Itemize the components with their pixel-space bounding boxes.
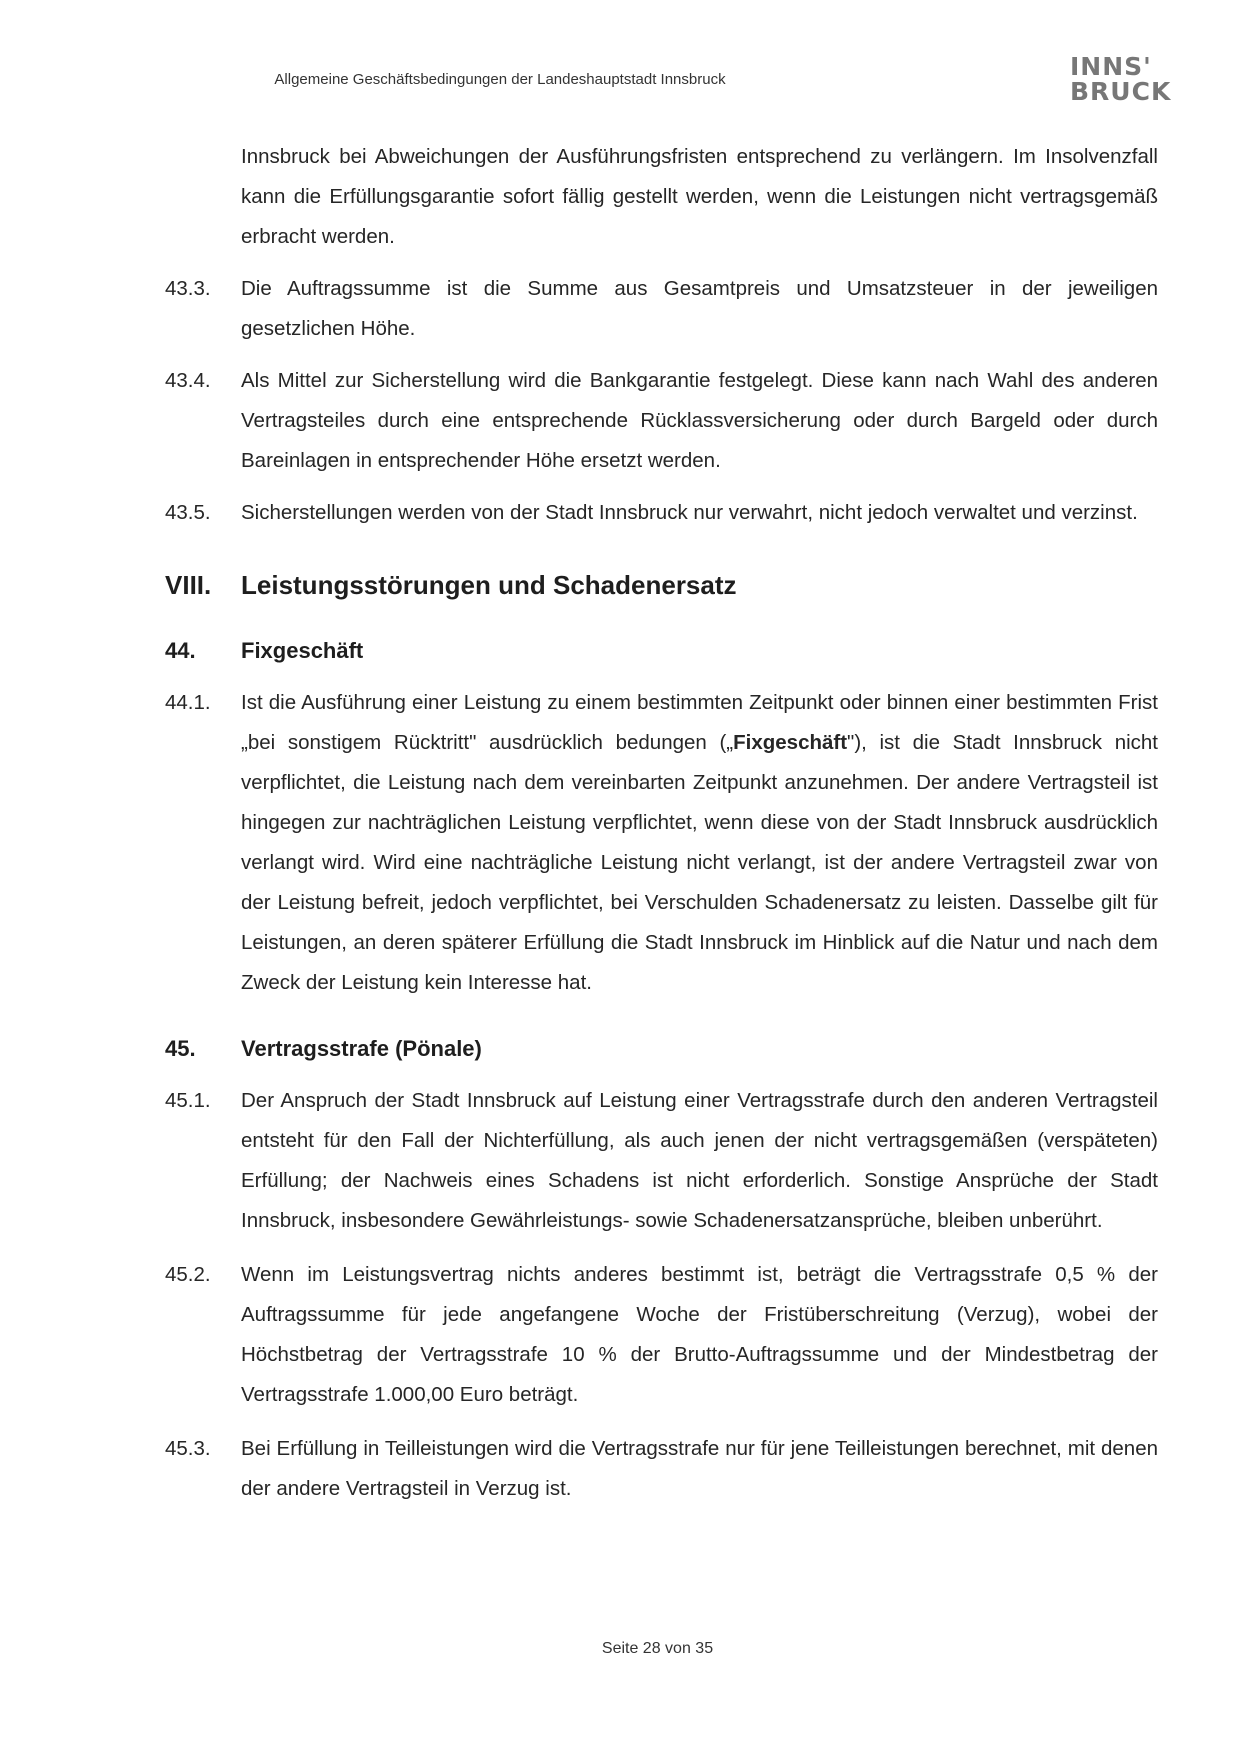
heading-number: 44. (165, 638, 196, 663)
clause-number: 43.4. (165, 369, 211, 392)
clause-44-1 (165, 683, 1158, 1003)
clause-text: Als Mittel zur Sicherstellung wird die Bankgarantie festgelegt. Diese kann nach Wahl des anderen Vertragsteiles durch eine entsprechende Rücklassversicherung oder durch Bargeld oder durch Bareinlagen in entsprechender Höhe ersetzt werden. (241, 369, 1158, 472)
clause-number: 43.3. (165, 277, 211, 300)
clause-45-3 (165, 1429, 1158, 1509)
clause-text: Wenn im Leistungsvertrag nichts anderes bestimmt ist, beträgt die Vertragsstrafe 0,5 % der Auftragssumme für jede angefangene Woche der Fristüberschreitung (Verzug), wobei der Höchstbetrag der Vertragsstrafe 10 % der Brutto-Auftragssumme und der Mindestbetrag der Vertragsstrafe 1.000,00 Euro beträgt. (241, 1263, 1158, 1406)
clause-text: Die Auftragssumme ist die Summe aus Gesamtpreis und Umsatzsteuer in der jeweiligen gesetzlichen Höhe. (241, 277, 1158, 340)
paragraph-text: Innsbruck bei Abweichungen der Ausführungsfristen entsprechend zu verlängern. Im Insolvenzfall kann die Erfüllungsgarantie sofort fällig gestellt werden, wenn die Leistungen nicht vertragsgemäß erbracht werden. (241, 145, 1158, 248)
clause-number: 43.5. (165, 501, 211, 524)
logo-line-1: INNS' (1070, 52, 1152, 81)
clause-text-end: "), ist die Stadt Innsbruck nicht verpflichtet, die Leistung nach dem vereinbarten Zeitpunkt anzunehmen. Der andere Vertragsteil ist hingegen zur nachträglichen Leistung verpflichtet, wenn diese von der Stadt Innsbruck ausdrücklich verlangt wird. Wird eine nachträgliche Leistung nicht verlangt, ist der andere Vertragsteil zwar von der Leistung befreit, jedoch verpflichtet, bei Verschulden Schadenersatz zu leisten. Dasselbe gilt für Leistungen, an deren späterer Erfüllung die Stadt Innsbruck im Hinblick auf die Natur und nach dem Zweck der Leistung kein Interesse hat. (241, 731, 1158, 994)
document-body (165, 137, 1158, 1509)
clause-number: 45.1. (165, 1089, 211, 1112)
clause-text: Bei Erfüllung in Teilleistungen wird die Vertragsstrafe nur für jene Teilleistungen berechnet, mit denen der andere Vertragsteil in Verzug ist. (241, 1437, 1158, 1500)
heading-title: Fixgeschäft (241, 638, 364, 663)
clause-text: Sicherstellungen werden von der Stadt Innsbruck nur verwahrt, nicht jedoch verwaltet und verzinst. (241, 501, 1138, 524)
section-heading-viii (165, 565, 1158, 605)
clause-45-1 (165, 1081, 1158, 1241)
heading-title: Vertragsstrafe (Pönale) (241, 1036, 482, 1061)
clause-text: Der Anspruch der Stadt Innsbruck auf Leistung einer Vertragsstrafe durch den anderen Vertragsteil entsteht für den Fall der Nichterfüllung, als auch jenen der nicht vertragsgemäßen (verspäteten) Erfüllung; der Nachweis eines Schadens ist nicht erforderlich. Sonstige Ansprüche der Stadt Innsbruck, insbesondere Gewährleistungs- sowie Schadenersatzansprüche, bleiben unberührt. (241, 1089, 1158, 1232)
logo-line-2: BRUCK (1070, 77, 1172, 106)
clause-number: 45.3. (165, 1437, 211, 1460)
page-number: Seite 28 von 35 (601, 1640, 714, 1657)
term-fixgeschaeft: Fixgeschäft (733, 731, 848, 754)
innsbruck-logo (1070, 54, 1171, 104)
clause-45-2 (165, 1255, 1158, 1415)
clause-43-4 (165, 361, 1158, 481)
clause-43-3 (165, 269, 1158, 349)
heading-number: 45. (165, 1036, 196, 1061)
heading-45 (165, 1029, 1158, 1069)
section-number: VIII. (165, 570, 212, 600)
header-title: Allgemeine Geschäftsbedingungen der Landeshauptstadt Innsbruck (274, 71, 726, 88)
clause-43-5 (165, 493, 1158, 533)
section-title: Leistungsstörungen und Schadenersatz (241, 570, 737, 600)
clause-number: 45.2. (165, 1263, 211, 1286)
continuation-paragraph (165, 137, 1158, 257)
heading-44 (165, 631, 1158, 671)
clause-text-start: Ist die Ausführung einer Leistung zu einem bestimmten Zeitpunkt oder binnen einer bestimmten Frist „bei sonstigem Rücktritt" ausdrücklich bedungen („ (241, 691, 1158, 754)
clause-number: 44.1. (165, 691, 211, 714)
